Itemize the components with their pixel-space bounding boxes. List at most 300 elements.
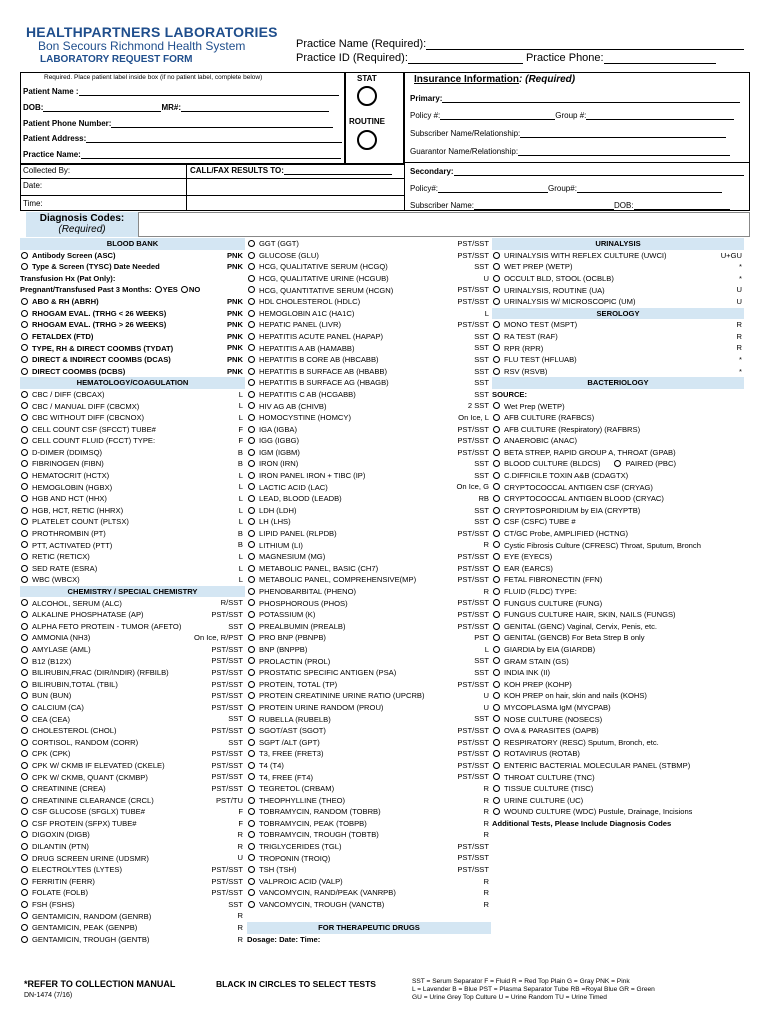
test-item-fetaldex-ftd[interactable] (20, 331, 245, 343)
select-circle[interactable] (493, 449, 500, 456)
select-circle[interactable] (248, 854, 255, 861)
test-item-occult-bld-stool-ocblb[interactable] (492, 273, 744, 285)
test-item-protein-urine-random-prou[interactable] (247, 702, 491, 714)
primary-insurance-field[interactable]: Primary: (410, 94, 740, 103)
select-circle[interactable] (21, 831, 28, 838)
test-item-cortisol-random-corr[interactable] (20, 737, 245, 749)
test-item-platelet-count-pltsx[interactable] (20, 516, 245, 528)
select-circle[interactable] (248, 669, 255, 676)
select-circle[interactable] (248, 530, 255, 537)
test-item-abo-rh-abrh[interactable] (20, 296, 245, 308)
select-circle[interactable] (21, 657, 28, 664)
select-circle[interactable] (493, 623, 500, 630)
select-circle[interactable] (493, 553, 500, 560)
test-item-mono-test-mspt[interactable] (492, 319, 744, 331)
select-circle[interactable] (248, 623, 255, 630)
routine-circle[interactable] (357, 130, 377, 150)
test-item-pro-bnp-pbnpb[interactable] (247, 632, 491, 644)
select-circle[interactable] (493, 715, 500, 722)
test-item-retic-reticx[interactable] (20, 551, 245, 563)
test-item-hepatitis-b-surface-ag-hbagb[interactable] (247, 377, 491, 389)
select-circle[interactable] (21, 368, 28, 375)
test-item-alkaline-phosphatase-ap[interactable] (20, 609, 245, 621)
test-item-ct-gc-probe-amplified-hctng[interactable] (492, 528, 744, 540)
date-field[interactable]: Date: (23, 181, 43, 190)
test-item-glucose-glu[interactable] (247, 250, 491, 262)
test-item-afb-culture-respiratory-rafbrs[interactable] (492, 424, 744, 436)
select-circle[interactable] (248, 889, 255, 896)
select-circle[interactable] (493, 507, 500, 514)
patient-name-field[interactable]: Patient Name : (23, 87, 339, 96)
select-circle[interactable] (21, 762, 28, 769)
test-item-hepatitis-b-surface-ab-hbabb[interactable] (247, 366, 491, 378)
test-item-phosphorous-phos[interactable] (247, 597, 491, 609)
test-item-genital-gencb-for-beta-strep-b-only[interactable] (492, 632, 744, 644)
test-item-fluid-fldc-type[interactable] (492, 586, 744, 598)
test-item-prostatic-specific-antigen-psa[interactable] (247, 667, 491, 679)
test-item-cpk-w-ckmb-quant-ckmbp[interactable] (20, 771, 245, 783)
select-circle[interactable] (493, 495, 500, 502)
test-item-tobramycin-trough-tobtb[interactable] (247, 829, 491, 841)
test-item-csf-csfc-tube[interactable] (492, 516, 744, 528)
select-circle[interactable] (493, 344, 500, 351)
stat-circle[interactable] (357, 86, 377, 106)
select-circle[interactable] (248, 901, 255, 908)
test-item-cell-count-fluid-fcct-type[interactable] (20, 435, 245, 447)
test-item-ra-test-raf[interactable] (492, 331, 744, 343)
select-circle[interactable] (21, 878, 28, 885)
test-item-urinalysis-with-reflex-culture-uwci[interactable] (492, 250, 744, 262)
select-circle[interactable] (248, 692, 255, 699)
select-circle[interactable] (21, 576, 28, 583)
select-circle[interactable] (493, 333, 500, 340)
select-circle[interactable] (21, 669, 28, 676)
select-circle[interactable] (248, 646, 255, 653)
select-circle[interactable] (21, 263, 28, 270)
select-circle[interactable] (248, 414, 255, 421)
test-item-hepatitis-acute-panel-hapap[interactable] (247, 331, 491, 343)
select-circle[interactable] (21, 704, 28, 711)
test-item-hgb-hct-retic-hhrx[interactable] (20, 505, 245, 517)
select-circle[interactable] (21, 426, 28, 433)
select-circle[interactable] (248, 565, 255, 572)
select-circle[interactable] (493, 460, 500, 467)
select-circle[interactable] (493, 402, 500, 409)
test-item-amylase-aml[interactable] (20, 644, 245, 656)
select-circle[interactable] (21, 298, 28, 305)
select-circle[interactable] (493, 797, 500, 804)
test-item-india-ink-ii[interactable] (492, 667, 744, 679)
test-item-rpr-rpr[interactable] (492, 342, 744, 354)
test-item-t4-t4[interactable] (247, 760, 491, 772)
test-item-metabolic-panel-basic-ch7[interactable] (247, 563, 491, 575)
test-item-igm-igbm[interactable] (247, 447, 491, 459)
test-item-hcg-quantitative-serum-hcgn[interactable] (247, 284, 491, 296)
test-item-gentamicin-random-genrb[interactable] (20, 910, 245, 922)
select-circle[interactable] (493, 646, 500, 653)
test-item-koh-prep-on-hair-skin-and-nails-kohs[interactable] (492, 690, 744, 702)
test-item-wet-prep-wetp[interactable] (492, 400, 744, 412)
select-circle[interactable] (21, 843, 28, 850)
select-circle[interactable] (21, 599, 28, 606)
patient-phone-field[interactable]: Patient Phone Number: (23, 119, 333, 128)
select-circle[interactable] (493, 657, 500, 664)
test-item-prolactin-prol[interactable] (247, 655, 491, 667)
paired-circle[interactable] (614, 460, 621, 467)
select-circle[interactable] (248, 762, 255, 769)
select-circle[interactable] (248, 541, 255, 548)
select-circle[interactable] (248, 426, 255, 433)
test-item-hdl-cholesterol-hdlc[interactable] (247, 296, 491, 308)
select-circle[interactable] (248, 333, 255, 340)
select-circle[interactable] (493, 483, 500, 490)
select-circle[interactable] (493, 252, 500, 259)
test-item-hematocrit-hctx[interactable] (20, 470, 245, 482)
select-circle[interactable] (21, 692, 28, 699)
subscriber-relationship-field[interactable]: Subscriber Name/Relationship: (410, 129, 726, 138)
test-item-ferritin-ferr[interactable] (20, 876, 245, 888)
select-circle[interactable] (493, 565, 500, 572)
select-circle[interactable] (248, 449, 255, 456)
select-circle[interactable] (493, 785, 500, 792)
select-circle[interactable] (493, 576, 500, 583)
select-circle[interactable] (21, 391, 28, 398)
select-circle[interactable] (248, 831, 255, 838)
test-item-troponin-troiq[interactable] (247, 852, 491, 864)
test-item-fungus-culture-hair-skin-nails-fungs[interactable] (492, 609, 744, 621)
select-circle[interactable] (493, 414, 500, 421)
select-circle[interactable] (21, 634, 28, 641)
test-item-nose-culture-nosecs[interactable] (492, 713, 744, 725)
select-circle[interactable] (493, 773, 500, 780)
select-circle[interactable] (21, 449, 28, 456)
test-item-ova-parasites-oapb[interactable] (492, 725, 744, 737)
select-circle[interactable] (248, 507, 255, 514)
test-item-type-rh-direct-coombs-tydat[interactable] (20, 342, 245, 354)
select-circle[interactable] (21, 333, 28, 340)
test-item-bilirubin-frac-dir-indir-rfbilb[interactable] (20, 667, 245, 679)
select-circle[interactable] (493, 727, 500, 734)
test-item-csf-glucose-sfglx-tube[interactable] (20, 806, 245, 818)
select-circle[interactable] (21, 530, 28, 537)
test-item-rhogam-eval-trhg-26-weeks[interactable] (20, 319, 245, 331)
select-circle[interactable] (493, 426, 500, 433)
time-field[interactable]: Time: (23, 199, 43, 208)
select-circle[interactable] (21, 646, 28, 653)
test-item-cpk-w-ckmb-if-elevated-ckele[interactable] (20, 760, 245, 772)
practice-name-field[interactable]: Practice Name (Required): (296, 38, 746, 50)
select-circle[interactable] (248, 681, 255, 688)
test-item-protein-creatinine-urine-ratio-upcrb[interactable] (247, 690, 491, 702)
select-circle[interactable] (248, 739, 255, 746)
select-circle[interactable] (21, 402, 28, 409)
select-circle[interactable] (248, 356, 255, 363)
practice-name-patient-field[interactable]: Practice Name: (23, 150, 341, 159)
test-item-tsh-tsh[interactable] (247, 864, 491, 876)
select-circle[interactable] (493, 321, 500, 328)
policy-field[interactable]: Policy #: Group #: (410, 111, 734, 120)
test-item-lipid-panel-rlpdb[interactable] (247, 528, 491, 540)
select-circle[interactable] (21, 820, 28, 827)
select-circle[interactable] (21, 750, 28, 757)
select-circle[interactable] (248, 750, 255, 757)
test-item-gentamicin-trough-gentb[interactable] (20, 934, 245, 946)
select-circle[interactable] (21, 623, 28, 630)
test-item-digoxin-digb[interactable] (20, 829, 245, 841)
test-item-vancomycin-rand-peak-vanrpb[interactable] (247, 887, 491, 899)
test-item-urinalysis-routine-ua[interactable] (492, 284, 744, 296)
test-item-flu-test-hfluab[interactable] (492, 354, 744, 366)
test-item-ammonia-nh3[interactable] (20, 632, 245, 644)
select-circle[interactable] (21, 797, 28, 804)
test-item-rotavirus-rotab[interactable] (492, 748, 744, 760)
select-circle[interactable] (248, 588, 255, 595)
select-circle[interactable] (21, 936, 28, 943)
yes-circle[interactable] (155, 286, 162, 293)
test-item-csf-protein-sfpx-tube[interactable] (20, 818, 245, 830)
test-item-creatinine-clearance-crcl[interactable] (20, 795, 245, 807)
test-item-sgot-ast-sgot[interactable] (247, 725, 491, 737)
dob-field[interactable]: DOB: MR#: (23, 103, 329, 112)
test-item-hgb-and-hct-hhx[interactable] (20, 493, 245, 505)
select-circle[interactable] (21, 483, 28, 490)
test-item-phenobarbital-pheno[interactable] (247, 586, 491, 598)
test-item-cbc-manual-diff-cbcmx[interactable] (20, 400, 245, 412)
test-item-t4-free-ft4[interactable] (247, 771, 491, 783)
select-circle[interactable] (248, 344, 255, 351)
test-item-hcg-qualitative-serum-hcgq[interactable] (247, 261, 491, 273)
select-circle[interactable] (493, 437, 500, 444)
select-circle[interactable] (21, 495, 28, 502)
test-item-cbc-without-diff-cbcnox[interactable] (20, 412, 245, 424)
test-item-dilantin-ptn[interactable] (20, 841, 245, 853)
select-circle[interactable] (493, 762, 500, 769)
select-circle[interactable] (493, 286, 500, 293)
test-item-metabolic-panel-comprehensive-mp[interactable] (247, 574, 491, 586)
select-circle[interactable] (248, 599, 255, 606)
select-circle[interactable] (248, 808, 255, 815)
test-item-tobramycin-peak-tobpb[interactable] (247, 818, 491, 830)
select-circle[interactable] (248, 391, 255, 398)
test-item-direct-indirect-coombs-dcas[interactable] (20, 354, 245, 366)
test-item-protein-total-tp[interactable] (247, 679, 491, 691)
test-item-mycoplasma-igm-mycpab[interactable] (492, 702, 744, 714)
test-item-iga-igba[interactable] (247, 424, 491, 436)
select-circle[interactable] (248, 286, 255, 293)
select-circle[interactable] (248, 773, 255, 780)
select-circle[interactable] (248, 321, 255, 328)
collected-by-field[interactable]: Collected By: (23, 166, 71, 175)
select-circle[interactable] (493, 588, 500, 595)
test-item-vancomycin-trough-vanctb[interactable] (247, 899, 491, 911)
test-item-bilirubin-total-tbil[interactable] (20, 679, 245, 691)
select-circle[interactable] (248, 402, 255, 409)
test-item-hcg-qualitative-urine-hcgub[interactable] (247, 273, 491, 285)
test-item-t3-free-fret3[interactable] (247, 748, 491, 760)
test-item-hepatic-panel-livr[interactable] (247, 319, 491, 331)
select-circle[interactable] (493, 634, 500, 641)
test-item-lactic-acid-lac[interactable] (247, 481, 491, 493)
select-circle[interactable] (248, 379, 255, 386)
select-circle[interactable] (248, 240, 255, 247)
select-circle[interactable] (21, 356, 28, 363)
test-item-potassium-k[interactable] (247, 609, 491, 621)
select-circle[interactable] (21, 321, 28, 328)
test-item-eye-eyecs[interactable] (492, 551, 744, 563)
select-circle[interactable] (248, 878, 255, 885)
test-item-iron-panel-iron-tibc-ip[interactable] (247, 470, 491, 482)
test-item-giardia-by-eia-giardb[interactable] (492, 644, 744, 656)
test-item-folate-folb[interactable] (20, 887, 245, 899)
select-circle[interactable] (248, 437, 255, 444)
test-item-b12-b12x[interactable] (20, 655, 245, 667)
test-item-alpha-feto-protein-tumor-afeto[interactable] (20, 621, 245, 633)
select-circle[interactable] (21, 715, 28, 722)
test-item-antibody-screen-asc[interactable] (20, 250, 245, 262)
select-circle[interactable] (21, 808, 28, 815)
test-item-fibrinogen-fibn[interactable] (20, 458, 245, 470)
test-item-urinalysis-w-microscopic-um[interactable] (492, 296, 744, 308)
select-circle[interactable] (21, 854, 28, 861)
test-item-hiv-ag-ab-chivb[interactable] (247, 400, 491, 412)
test-item-sed-rate-esra[interactable] (20, 563, 245, 575)
select-circle[interactable] (21, 924, 28, 931)
test-item-respiratory-resc-sputum-bronch-etc[interactable] (492, 737, 744, 749)
test-item-igg-igbg[interactable] (247, 435, 491, 447)
select-circle[interactable] (21, 541, 28, 548)
test-item-tissue-culture-tisc[interactable] (492, 783, 744, 795)
select-circle[interactable] (493, 750, 500, 757)
select-circle[interactable] (248, 483, 255, 490)
select-circle[interactable] (21, 681, 28, 688)
test-item-wet-prep-wetp[interactable] (492, 261, 744, 273)
select-circle[interactable] (248, 797, 255, 804)
test-item-hepatitis-b-core-ab-hbcabb[interactable] (247, 354, 491, 366)
select-circle[interactable] (493, 808, 500, 815)
test-item-hepatitis-a-ab-hamabb[interactable] (247, 342, 491, 354)
test-item-afb-culture-rafbcs[interactable] (492, 412, 744, 424)
select-circle[interactable] (21, 727, 28, 734)
no-circle[interactable] (181, 286, 188, 293)
select-circle[interactable] (248, 472, 255, 479)
test-item-fungus-culture-fung[interactable] (492, 597, 744, 609)
select-circle[interactable] (493, 704, 500, 711)
test-item-cystic-fibrosis-culture-cfresc-throat-sp[interactable] (492, 539, 744, 551)
test-item-hemoglobin-a1c-ha1c[interactable] (247, 308, 491, 320)
select-circle[interactable] (493, 530, 500, 537)
select-circle[interactable] (493, 263, 500, 270)
test-item-ptt-activated-ptt[interactable] (20, 539, 245, 551)
select-circle[interactable] (21, 252, 28, 259)
test-item-theophylline-theo[interactable] (247, 795, 491, 807)
test-item-direct-coombs-dcbs[interactable] (20, 366, 245, 378)
test-item-ldh-ldh[interactable] (247, 505, 491, 517)
test-item-prothrombin-pt[interactable] (20, 528, 245, 540)
select-circle[interactable] (248, 611, 255, 618)
select-circle[interactable] (248, 820, 255, 827)
secondary-insurance-field[interactable]: Secondary: (410, 167, 744, 176)
test-item-ggt-ggt[interactable] (247, 238, 491, 250)
select-circle[interactable] (21, 518, 28, 525)
test-item-tegretol-crbam[interactable] (247, 783, 491, 795)
test-item-fsh-fshs[interactable] (20, 899, 245, 911)
test-item-hepatitis-c-ab-hcgabb[interactable] (247, 389, 491, 401)
select-circle[interactable] (248, 843, 255, 850)
select-circle[interactable] (493, 356, 500, 363)
select-circle[interactable] (248, 785, 255, 792)
select-circle[interactable] (21, 785, 28, 792)
test-item-magnesium-mg[interactable] (247, 551, 491, 563)
call-fax-field[interactable]: CALL/FAX RESULTS TO: (190, 166, 392, 175)
practice-id-field[interactable]: Practice ID (Required): Practice Phone: (296, 52, 746, 64)
select-circle[interactable] (21, 901, 28, 908)
select-circle[interactable] (21, 460, 28, 467)
test-item-bun-bun[interactable] (20, 690, 245, 702)
test-item-beta-strep-rapid-group-a-throat-gpab[interactable] (492, 447, 744, 459)
select-circle[interactable] (21, 912, 28, 919)
test-item-wound-culture-wdc-pustule-drainage-incis[interactable] (492, 806, 744, 818)
test-item-cea-cea[interactable] (20, 713, 245, 725)
select-circle[interactable] (493, 298, 500, 305)
select-circle[interactable] (21, 344, 28, 351)
test-item-anaerobic-anac[interactable] (492, 435, 744, 447)
select-circle[interactable] (248, 275, 255, 282)
patient-address-field[interactable]: Patient Address: (23, 134, 342, 143)
select-circle[interactable] (248, 252, 255, 259)
test-item-hemoglobin-hgbx[interactable] (20, 481, 245, 493)
select-circle[interactable] (21, 773, 28, 780)
select-circle[interactable] (21, 437, 28, 444)
test-item-prealbumin-prealb[interactable] (247, 621, 491, 633)
select-circle[interactable] (248, 715, 255, 722)
test-item-rsv-rsvb[interactable] (492, 366, 744, 378)
test-item-lh-lhs[interactable] (247, 516, 491, 528)
test-item-bnp-bnppb[interactable] (247, 644, 491, 656)
select-circle[interactable] (248, 553, 255, 560)
select-circle[interactable] (21, 866, 28, 873)
test-item-cryptococcal-antigen-blood-cryac[interactable] (492, 493, 744, 505)
test-item-gentamicin-peak-genpb[interactable] (20, 922, 245, 934)
test-item-valproic-acid-valp[interactable] (247, 876, 491, 888)
test-item-urine-culture-uc[interactable] (492, 795, 744, 807)
select-circle[interactable] (248, 263, 255, 270)
select-circle[interactable] (493, 739, 500, 746)
guarantor-relationship-field[interactable]: Guarantor Name/Relationship: (410, 147, 730, 156)
test-item-d-dimer-ddimsq[interactable] (20, 447, 245, 459)
select-circle[interactable] (248, 576, 255, 583)
select-circle[interactable] (248, 310, 255, 317)
test-item-cell-count-csf-sfcct-tube[interactable] (20, 424, 245, 436)
test-item-type-screen-tysc-date-needed[interactable] (20, 261, 245, 273)
test-item-alcohol-serum-alc[interactable] (20, 597, 245, 609)
test-item-cbc-diff-cbcax[interactable] (20, 389, 245, 401)
select-circle[interactable] (21, 414, 28, 421)
test-item-tobramycin-random-tobrb[interactable] (247, 806, 491, 818)
test-item-lead-blood-leadb[interactable] (247, 493, 491, 505)
select-circle[interactable] (248, 727, 255, 734)
select-circle[interactable] (493, 611, 500, 618)
test-item-lithium-li[interactable] (247, 539, 491, 551)
test-item-electrolytes-lytes[interactable] (20, 864, 245, 876)
test-item-c-difficile-toxin-a-b-cdagtx[interactable] (492, 470, 744, 482)
select-circle[interactable] (493, 541, 500, 548)
select-circle[interactable] (248, 657, 255, 664)
test-item-ear-earcs[interactable] (492, 563, 744, 575)
test-item-homocystine-homcy[interactable] (247, 412, 491, 424)
test-item-enteric-bacterial-molecular-panel-stbmp[interactable] (492, 760, 744, 772)
test-item-gram-stain-gs[interactable] (492, 655, 744, 667)
select-circle[interactable] (493, 599, 500, 606)
